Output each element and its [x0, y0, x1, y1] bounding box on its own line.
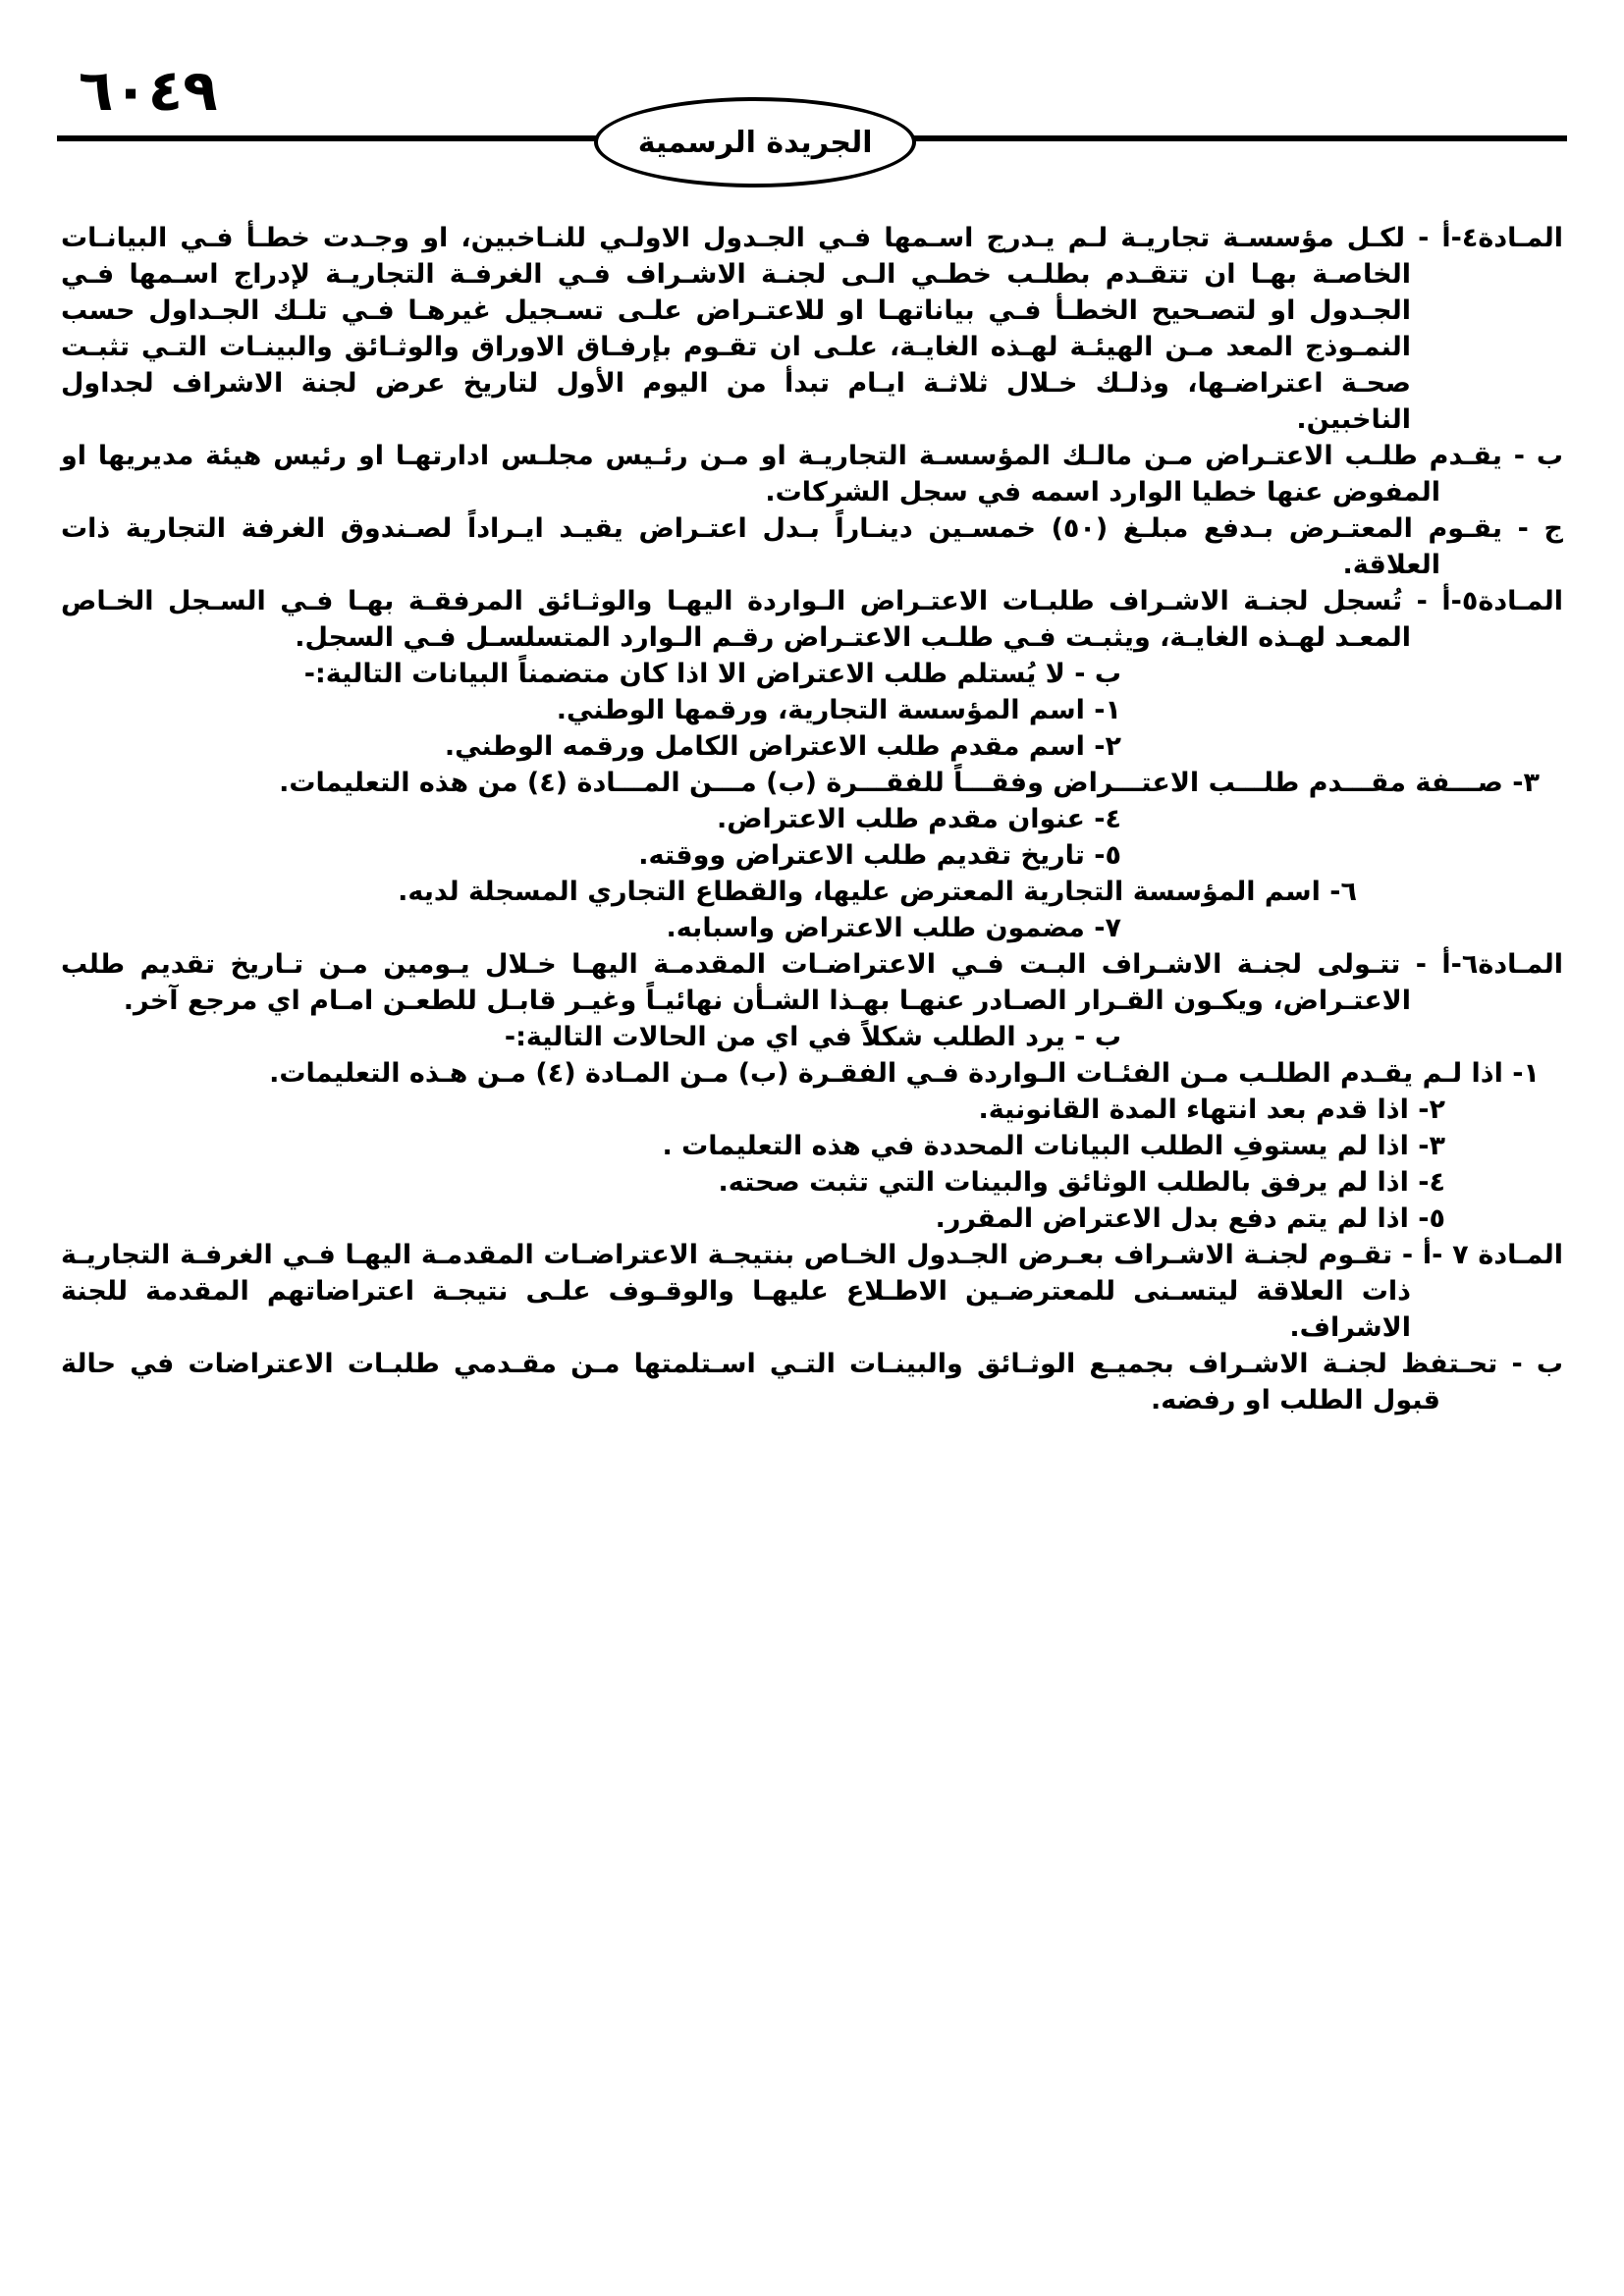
- paragraph-label: ٣-: [1408, 1131, 1445, 1161]
- paragraph-label: ب -: [1497, 1349, 1563, 1379]
- paragraph-text: يقـوم المعتـرض بـدفع مبلـغ (٥٠) خمسـين دينـاراً بـدل اعتـراض يقيـد ايـراداً لصـندوق الغرفة التجارية ذات العلاقة.: [61, 513, 1503, 580]
- paragraph-text: يقـدم طلـب الاعتـراض مـن مالـك المؤسسـة التجاريـة او مـن رئـيس مجلـس ادارتهـا او رئيس هيئة مديريها او المفوض عنها خطيا الوارد اسمه في سجل الشركات.: [61, 441, 1502, 507]
- document-body: [0, 206, 1624, 1418]
- paragraph-label: المـادة٥-أ -: [1402, 586, 1564, 616]
- gazette-badge-label: الجريدة الرسمية: [637, 125, 873, 160]
- page-number: ٦٠٤٩: [79, 57, 218, 124]
- paragraph-text: اسم مقدم طلب الاعتراض الكامل ورقمه الوطني.: [444, 731, 1085, 762]
- list-item: [61, 910, 1121, 946]
- paragraph-text: تاريخ تقديم طلب الاعتراض ووقته.: [638, 840, 1085, 871]
- paragraph-text: اسم المؤسسة التجارية، ورقمها الوطني.: [556, 695, 1085, 725]
- sub-paragraph: [61, 438, 1563, 510]
- page-header: [0, 0, 1624, 206]
- paragraph-text: اذا قدم بعد انتهاء المدة القانونية.: [978, 1095, 1409, 1125]
- paragraph-label: ٦-: [1320, 877, 1357, 907]
- article-paragraph: [61, 1237, 1563, 1346]
- list-item: [61, 1128, 1445, 1164]
- article-paragraph: [61, 946, 1563, 1019]
- paragraph-label: ٣-: [1502, 768, 1540, 798]
- sub-paragraph: [61, 656, 1121, 692]
- paragraph-text: صـــفة مقـــدم طلـــب الاعتـــراض وفقـــاً للفقـــرة (ب) مـــن المـــادة (٤) من هذه التعليمات.: [279, 768, 1503, 798]
- paragraph-text: اسم المؤسسة التجارية المعترض عليها، والقطاع التجاري المسجلة لديه.: [398, 877, 1321, 907]
- paragraph-label: ٧-: [1084, 913, 1121, 943]
- sub-paragraph: [61, 1346, 1563, 1418]
- list-item: [61, 765, 1540, 801]
- paragraph-label: ٤-: [1084, 804, 1121, 834]
- article-paragraph: [61, 583, 1563, 656]
- paragraph-label: ١-: [1502, 1058, 1540, 1089]
- paragraph-label: ٥-: [1408, 1203, 1445, 1234]
- paragraph-text: عنوان مقدم طلب الاعتراض.: [716, 804, 1085, 834]
- list-item: [61, 728, 1121, 765]
- paragraph-label: ب -: [1064, 659, 1121, 689]
- list-item: [61, 1164, 1445, 1201]
- sub-paragraph: [61, 510, 1563, 583]
- list-item: [61, 1055, 1540, 1092]
- article-paragraph: [61, 220, 1563, 438]
- paragraph-label: المـادة٤-أ -: [1404, 223, 1563, 253]
- paragraph-text: تحـتفظ لجنـة الاشـراف بجميـع الوثـائق والبينـات التـي اسـتلمتها مـن مقـدمي طلبـات الاعتراضات في حالة قبول الطلب او رفضه.: [61, 1349, 1498, 1415]
- paragraph-text: اذا لم يرفق بالطلب الوثائق والبينات التي تثبت صحته.: [718, 1167, 1409, 1198]
- list-item: [61, 1092, 1445, 1128]
- list-item: [61, 801, 1121, 837]
- paragraph-label: ١-: [1084, 695, 1121, 725]
- list-item: [61, 1201, 1445, 1237]
- list-item: [61, 692, 1121, 728]
- paragraph-label: ٥-: [1084, 840, 1121, 871]
- paragraph-text: اذا لم يستوفِ الطلب البيانات المحددة في هذه التعليمات .: [662, 1131, 1409, 1161]
- paragraph-text: يرد الطلب شكلاً في اي من الحالات التالية:-: [504, 1022, 1065, 1052]
- paragraph-text: تتـولى لجنـة الاشـراف البـت فـي الاعتراضـات المقدمـة اليهـا خـلال يـومين مـن تـاريخ تقديم طلب الاعتـراض، ويكـون القـرار الصـادر عنهـا بهـذا الشـأن نهائيـاً وغيـر قابـل للطعـن امـام اي مرجع آخر.: [61, 949, 1411, 1016]
- list-item: [61, 837, 1121, 874]
- paragraph-text: اذا لـم يقـدم الطلـب مـن الفئـات الـواردة فـي الفقـرة (ب) مـن المـادة (٤) مـن هـذه التعليمات.: [269, 1058, 1503, 1089]
- paragraph-label: المـادة٦-أ -: [1400, 949, 1563, 980]
- paragraph-text: مضمون طلب الاعتراض واسبابه.: [666, 913, 1085, 943]
- gazette-badge: [594, 97, 916, 187]
- paragraph-text: تقـوم لجنـة الاشـراف بعـرض الجـدول الخـاص بنتيجـة الاعتراضـات المقدمـة اليهـا فـي الغرفـة التجاريـة ذات العلاقة ليتسـنى للمعترضـين الاطـلاع عليهـا والوقـوف علـى نتيجـة اعتراضاتهم المقدمة للجنة الاشراف.: [61, 1240, 1411, 1343]
- paragraph-label: ٤-: [1408, 1167, 1445, 1198]
- paragraph-text: لا يُستلم طلب الاعتراض الا اذا كان متضمناً البيانات التالية:-: [303, 659, 1065, 689]
- paragraph-label: المـادة ٧ -أ -: [1392, 1240, 1563, 1270]
- paragraph-label: ج -: [1502, 513, 1563, 544]
- paragraph-label: ٢-: [1084, 731, 1121, 762]
- paragraph-text: اذا لم يتم دفع بدل الاعتراض المقرر.: [935, 1203, 1409, 1234]
- paragraph-label: ٢-: [1408, 1095, 1445, 1125]
- paragraph-label: ب -: [1064, 1022, 1121, 1052]
- paragraph-label: ب -: [1501, 441, 1563, 471]
- paragraph-text: لكـل مؤسسـة تجاريـة لـم يـدرج اسـمها فـي الجـدول الاولـي للنـاخبين، او وجـدت خطـأ فـي البيانـات الخاصـة بهـا ان تتقـدم بطلـب خطـي الـى لجنـة الاشـراف فـي الغرفـة التجاريـة لإدراج اسـمها فـي الجـدول او لتصـحيح الخطـأ فـي بياناتهـا او للاعتـراض علـى تسـجيل غيرهـا فـي تلـك الجـداول حسب النمـوذج المعد مـن الهيئـة لهـذه الغايـة، علـى ان تقـوم بإرفـاق الاوراق والوثـائق والبينـات التـي تثبـت صحـة اعتراضـها، وذلـك خـلال ثلاثـة ايـام تبدأ من اليوم الأول لتاريخ عرض لجنة الاشراف لجداول الناخبين.: [61, 223, 1411, 435]
- paragraph-text: تُسجل لجنـة الاشـراف طلبـات الاعتـراض الـواردة اليهـا والوثـائق المرفقـة بهـا فـي السـجل الخـاص المعـد لهـذه الغايـة، ويثبـت فـي طلـب الاعتـراض رقـم الـوارد المتسلسـل فـي السجل.: [61, 586, 1411, 653]
- sub-paragraph: [61, 1019, 1121, 1055]
- list-item: [61, 874, 1357, 910]
